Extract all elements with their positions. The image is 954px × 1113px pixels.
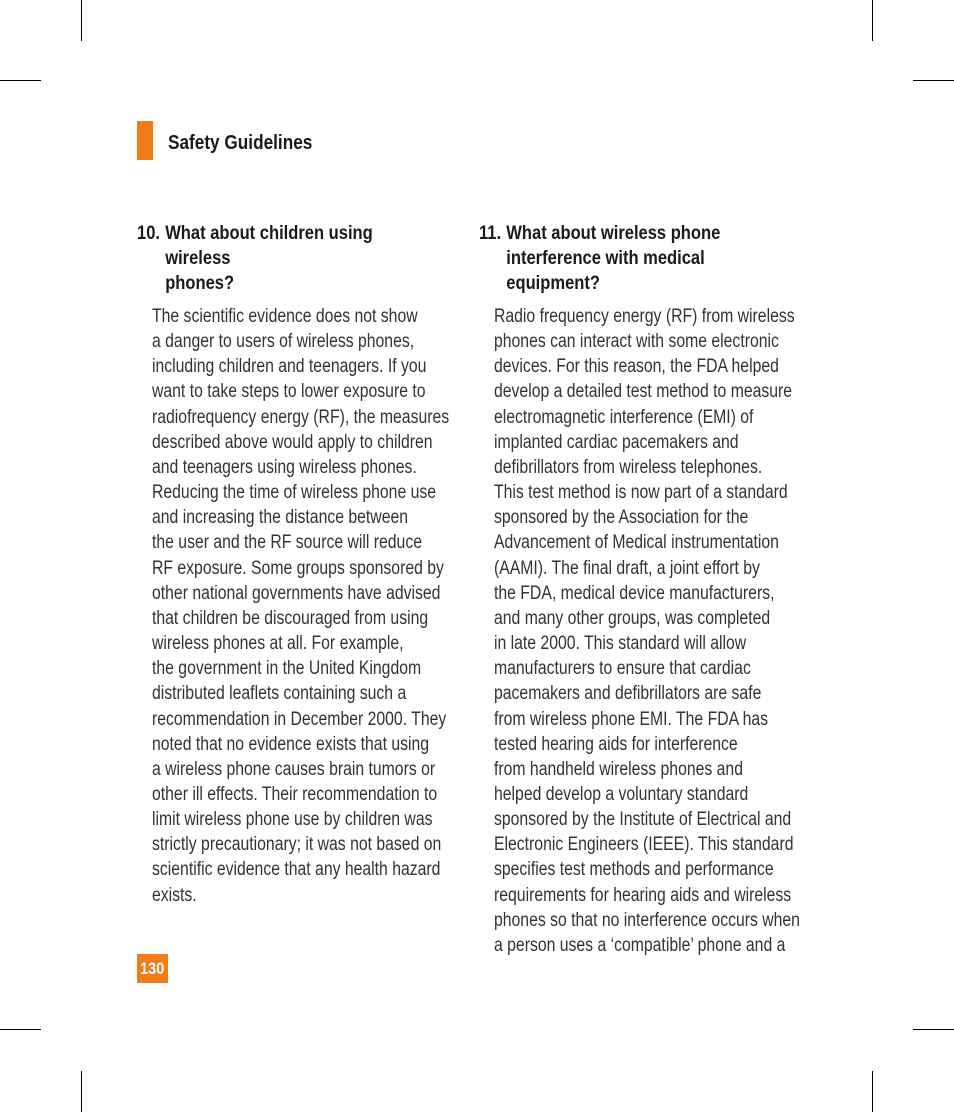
crop-mark-bottom-right-horizontal: [913, 1029, 954, 1030]
body-line: wireless phones at all. For example,: [152, 633, 404, 655]
section-11-title-line: What about wireless phone: [506, 223, 721, 244]
section-11-number: 11.: [479, 223, 502, 244]
body-line: scientific evidence that any health hazard: [152, 859, 441, 881]
body-line: radiofrequency energy (RF), the measures: [152, 406, 450, 428]
section-10-title-line: What about children using wireless: [165, 223, 373, 269]
body-line: sponsored by the Institute of Electrical and: [494, 809, 792, 831]
crop-mark-top-right-horizontal: [913, 80, 954, 81]
body-line: other national governments have advised: [152, 582, 441, 604]
body-line: from handheld wireless phones and: [494, 758, 743, 780]
body-line: implanted cardiac pacemakers and: [494, 431, 739, 453]
body-line: devices. For this reason, the FDA helped: [494, 356, 779, 378]
page-number-badge: [137, 954, 168, 983]
page-title: Safety Guidelines: [168, 132, 313, 154]
body-line: tested hearing aids for interference: [494, 733, 738, 755]
body-line: a person uses a ‘compatible’ phone and a: [494, 934, 786, 956]
header-accent-bar: [137, 121, 153, 160]
crop-mark-top-right-vertical: [872, 0, 873, 41]
body-line: develop a detailed test method to measure: [494, 381, 793, 403]
body-line: The scientific evidence does not show: [152, 306, 418, 327]
body-line: strictly precautionary; it was not based on: [152, 834, 442, 856]
body-line: Electronic Engineers (IEEE). This standard: [494, 834, 794, 856]
section-11-title-line: interference with medical equipment?: [506, 248, 705, 294]
section-10-title: [165, 221, 437, 296]
body-line: in late 2000. This standard will allow: [494, 633, 747, 655]
body-line: (AAMI). The final draft, a joint effort by: [494, 557, 760, 579]
crop-mark-bottom-left-vertical: [81, 1071, 82, 1112]
body-line: Reducing the time of wireless phone use: [152, 482, 437, 504]
body-line: noted that no evidence exists that using: [152, 733, 430, 755]
body-line: Advancement of Medical instrumentation: [494, 532, 779, 554]
body-line: want to take steps to lower exposure to: [152, 381, 426, 403]
body-line: phones can interact with some electronic: [494, 331, 779, 353]
body-line: This test method is now part of a standard: [494, 482, 788, 504]
body-line: RF exposure. Some groups sponsored by: [152, 557, 444, 579]
body-line: a danger to users of wireless phones,: [152, 331, 415, 353]
body-line: defibrillators from wireless telephones.: [494, 456, 763, 478]
crop-mark-top-left-vertical: [81, 0, 82, 41]
section-11-heading: [479, 221, 779, 296]
body-line: from wireless phone EMI. The FDA has: [494, 708, 769, 730]
body-line: limit wireless phone use by children was: [152, 809, 433, 831]
body-line: that children be discouraged from using: [152, 607, 429, 629]
section-10-title-line: phones?: [165, 273, 235, 294]
body-line: requirements for hearing aids and wireless: [494, 884, 792, 906]
body-line: and many other groups, was completed: [494, 607, 771, 629]
body-line: helped develop a voluntary standard: [494, 783, 749, 805]
section-10-heading: [137, 221, 437, 296]
body-line: and increasing the distance between: [152, 507, 409, 529]
body-line: exists.: [152, 884, 197, 906]
body-line: specifies test methods and performance: [494, 859, 774, 881]
crop-mark-bottom-right-vertical: [872, 1071, 873, 1112]
body-line: electromagnetic interference (EMI) of: [494, 406, 754, 428]
body-line: the FDA, medical device manufacturers,: [494, 582, 775, 604]
page-number: 130: [140, 959, 165, 978]
section-10-number: 10.: [137, 223, 160, 244]
body-line: phones so that no interference occurs when: [494, 909, 800, 931]
body-line: Radio frequency energy (RF) from wireless: [494, 306, 795, 327]
body-line: manufacturers to ensure that cardiac: [494, 658, 751, 680]
body-line: the government in the United Kingdom: [152, 658, 422, 680]
body-line: other ill effects. Their recommendation to: [152, 783, 438, 805]
body-line: pacemakers and defibrillators are safe: [494, 683, 762, 705]
body-line: sponsored by the Association for the: [494, 507, 749, 529]
section-10-body: [152, 304, 482, 908]
body-line: a wireless phone causes brain tumors or: [152, 758, 436, 780]
body-line: described above would apply to children: [152, 431, 433, 453]
crop-mark-top-left-horizontal: [0, 80, 41, 81]
body-line: distributed leaflets containing such a: [152, 683, 407, 705]
section-11: [479, 221, 824, 958]
body-line: the user and the RF source will reduce: [152, 532, 422, 554]
section-10: [137, 221, 482, 908]
body-line: including children and teenagers. If you: [152, 356, 427, 378]
section-11-title: [506, 221, 779, 296]
body-line: recommendation in December 2000. They: [152, 708, 447, 730]
crop-mark-bottom-left-horizontal: [0, 1029, 41, 1030]
section-11-body: [494, 304, 824, 958]
body-line: and teenagers using wireless phones.: [152, 456, 417, 478]
